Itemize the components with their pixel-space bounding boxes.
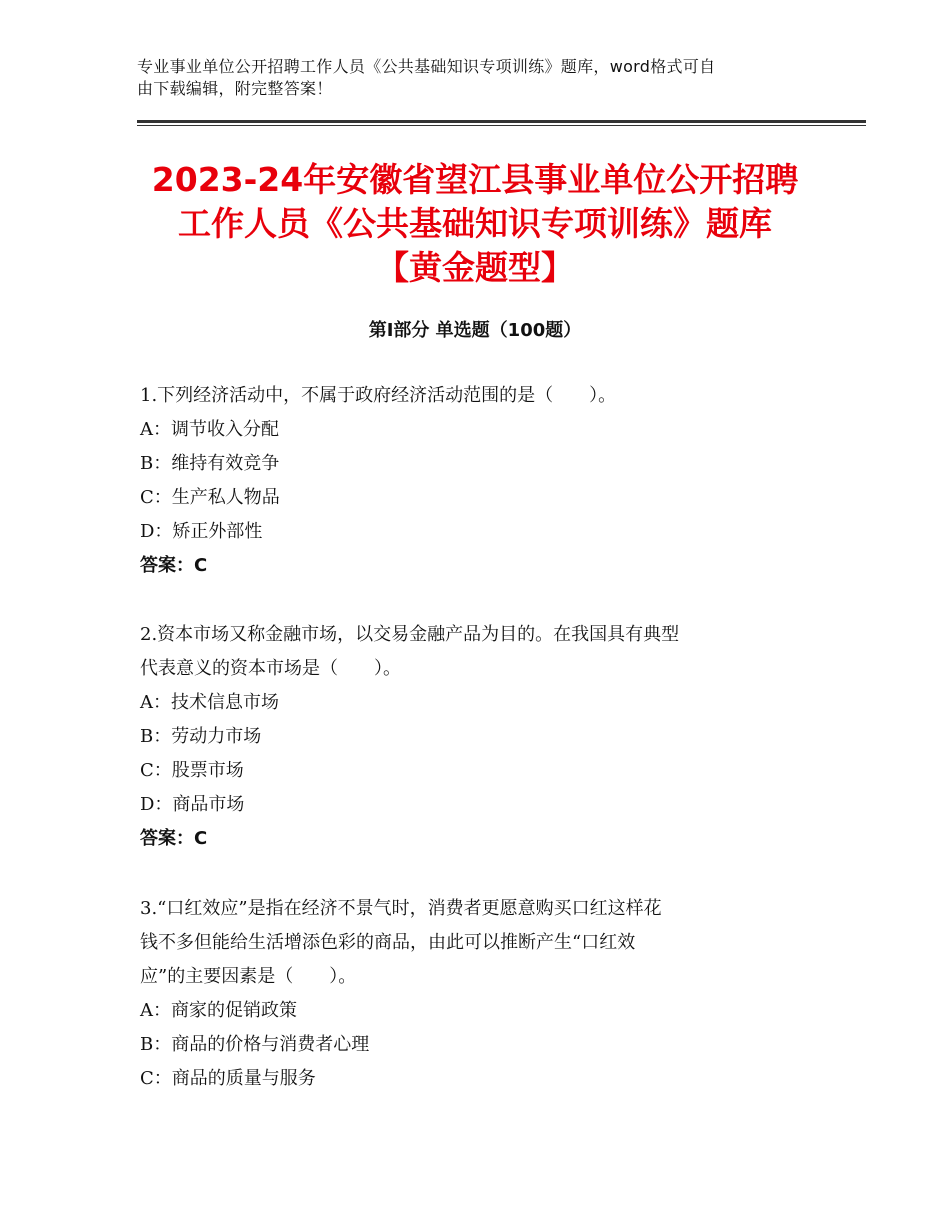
- document-title: [120, 158, 830, 290]
- option-a: A：调节收入分配: [140, 419, 279, 440]
- title-line-1: 2023-24年安徽省望江县事业单位公开招聘: [151, 160, 799, 199]
- option-a: A：技术信息市场: [140, 692, 279, 713]
- header-rule-thin: [137, 125, 866, 126]
- header-note-line-1: 专业事业单位公开招聘工作人员《公共基础知识专项训练》题库，word格式可自: [137, 57, 716, 76]
- question-2: [140, 618, 820, 856]
- title-line-2: 工作人员《公共基础知识专项训练》题库: [178, 204, 772, 243]
- answer: 答案：C: [140, 828, 208, 849]
- title-line-3: 【黄金题型】: [376, 248, 574, 287]
- header-note-line-2: 由下载编辑，附完整答案！: [137, 79, 333, 98]
- option-a: A：商家的促销政策: [140, 1000, 297, 1021]
- option-b: B：劳动力市场: [140, 726, 262, 747]
- question-stem-line-1: 2.资本市场又称金融市场，以交易金融产品为目的。在我国具有典型: [140, 624, 680, 645]
- question-stem-line-3: 应”的主要因素是（ ）。: [140, 966, 357, 987]
- question-stem: 1.下列经济活动中，不属于政府经济活动范围的是（ ）。: [140, 385, 617, 406]
- option-b: B：商品的价格与消费者心理: [140, 1034, 370, 1055]
- option-d: D：矫正外部性: [140, 521, 263, 542]
- option-d: D：商品市场: [140, 794, 245, 815]
- option-c: C：商品的质量与服务: [140, 1068, 316, 1089]
- header-note: [137, 56, 817, 100]
- header-rule-thick: [137, 120, 866, 123]
- question-stem-line-2: 钱不多但能给生活增添色彩的商品，由此可以推断产生“口红效: [140, 932, 636, 953]
- option-c: C：生产私人物品: [140, 487, 280, 508]
- question-3: [140, 892, 820, 1096]
- question-stem-line-1: 3.“口红效应”是指在经济不景气时，消费者更愿意购买口红这样花: [140, 898, 662, 919]
- section-heading: 第Ⅰ部分 单选题（100题）: [368, 320, 582, 341]
- question-1: [140, 379, 820, 583]
- option-c: C：股票市场: [140, 760, 244, 781]
- option-b: B：维持有效竞争: [140, 453, 280, 474]
- answer: 答案：C: [140, 555, 208, 576]
- question-stem-line-2: 代表意义的资本市场是（ ）。: [140, 658, 401, 679]
